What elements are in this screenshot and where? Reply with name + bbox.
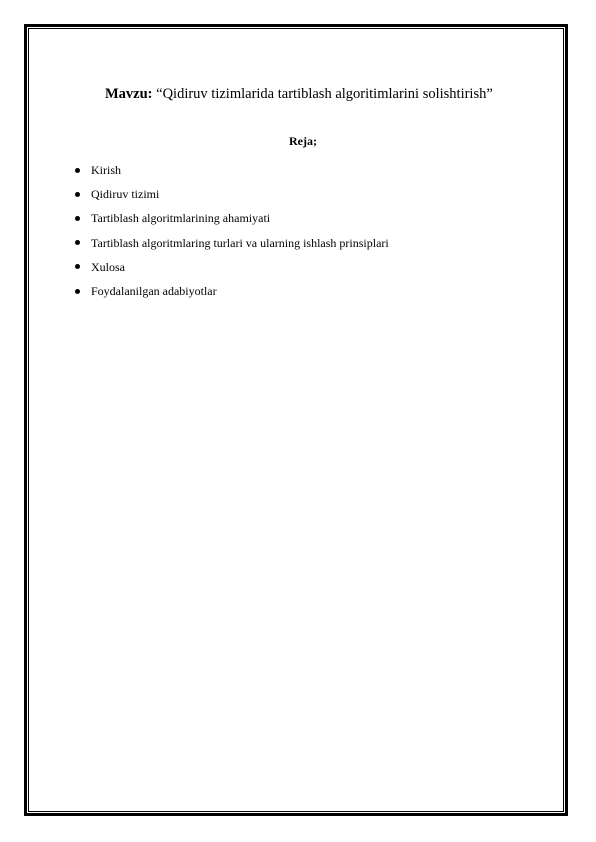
plan-item-conclusion xyxy=(75,255,389,279)
plan-item-label: Tartiblash algoritmlarining ahamiyati xyxy=(91,211,271,226)
bullet-icon xyxy=(75,192,80,197)
bullet-icon xyxy=(75,289,80,294)
topic-label: Mavzu: xyxy=(105,86,153,102)
plan-item-search-system xyxy=(75,182,389,206)
bullet-icon xyxy=(75,240,80,245)
plan-item-intro xyxy=(75,158,389,182)
bullet-icon xyxy=(75,168,80,173)
plan-item-importance xyxy=(75,206,389,230)
plan-item-types xyxy=(75,231,389,255)
topic-text: “Qidiruv tizimlarida tartiblash algoritimlarini solishtirish” xyxy=(156,86,493,102)
plan-list xyxy=(75,158,389,303)
plan-heading: Reja; xyxy=(289,134,317,148)
plan-item-label: Xulosa xyxy=(91,259,125,274)
plan-item-label: Qidiruv tizimi xyxy=(91,187,160,202)
plan-item-label: Kirish xyxy=(91,163,121,178)
topic-title xyxy=(105,85,493,103)
bullet-icon xyxy=(75,264,80,269)
bullet-icon xyxy=(75,216,80,221)
plan-item-label: Tartiblash algoritmlaring turlari va ularning ishlash prinsiplari xyxy=(91,235,389,250)
plan-item-label: Foydalanilgan adabiyotlar xyxy=(91,284,217,299)
plan-item-references xyxy=(75,279,389,303)
